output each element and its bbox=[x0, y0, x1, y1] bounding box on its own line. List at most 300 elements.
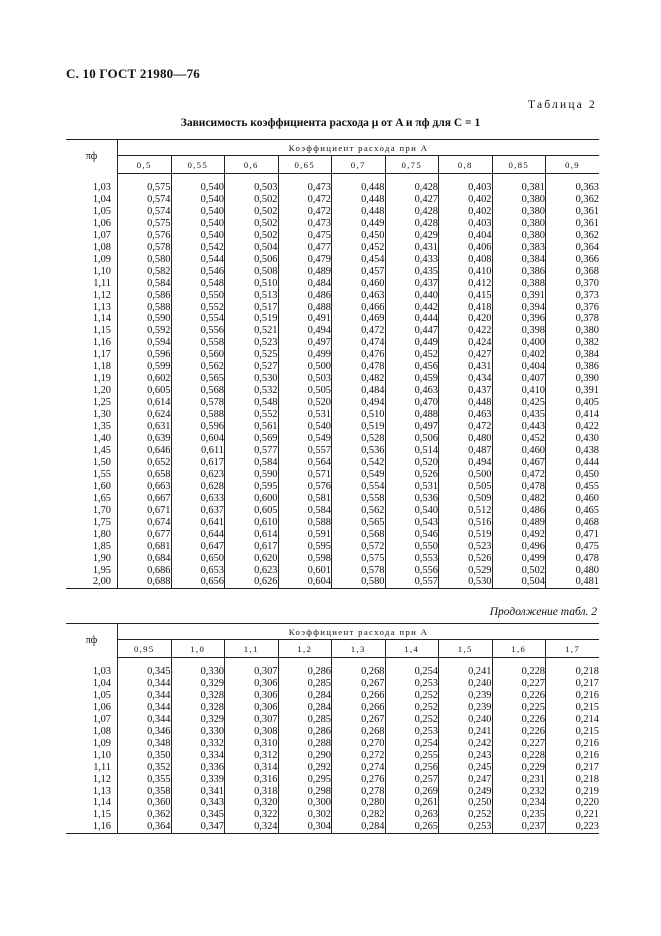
coefficient-cell: 0,298 bbox=[278, 786, 332, 798]
pi-value-cell: 1,60 bbox=[66, 481, 118, 493]
pi-value-cell: 1,12 bbox=[66, 774, 118, 786]
coefficient-cell: 0,402 bbox=[492, 349, 546, 361]
coefficient-cell: 0,549 bbox=[332, 469, 386, 481]
coefficient-cell: 0,425 bbox=[492, 397, 546, 409]
coefficient-cell: 0,396 bbox=[492, 313, 546, 325]
pi-value-cell: 1,07 bbox=[66, 714, 118, 726]
coefficient-cell: 0,373 bbox=[575, 289, 599, 301]
coefficient-cell: 0,406 bbox=[439, 242, 493, 254]
coefficient-cell: 0,646 bbox=[118, 445, 172, 457]
coefficient-cell: 0,463 bbox=[439, 409, 493, 421]
coefficient-cell: 0,403 bbox=[439, 218, 493, 230]
table-row bbox=[66, 481, 599, 493]
coefficient-cell: 0,472 bbox=[278, 194, 332, 206]
coefficient-cell: 0,531 bbox=[385, 481, 439, 493]
coefficient-cell: 0,306 bbox=[225, 690, 279, 702]
coefficient-cell: 0,221 bbox=[575, 809, 599, 821]
coefficient-cell: 0,434 bbox=[439, 373, 493, 385]
coefficient-cell: 0,577 bbox=[225, 445, 279, 457]
coefficient-cell: 0,318 bbox=[225, 786, 279, 798]
coefficient-cell: 0,360 bbox=[118, 797, 172, 809]
coefficient-cell: 0,459 bbox=[385, 373, 439, 385]
coefficient-cell: 0,575 bbox=[118, 182, 172, 194]
coefficient-cell: 0,488 bbox=[385, 409, 439, 421]
coefficient-cell: 0,398 bbox=[492, 325, 546, 337]
coefficient-cell: 0,286 bbox=[278, 726, 332, 738]
coefficient-cell: 0,428 bbox=[385, 206, 439, 218]
table-row bbox=[66, 445, 599, 457]
coefficient-cell: 0,267 bbox=[332, 714, 386, 726]
coefficient-cell: 0,430 bbox=[575, 433, 599, 445]
coefficient-cell: 0,295 bbox=[278, 774, 332, 786]
table-row bbox=[66, 493, 599, 505]
coefficient-cell: 0,605 bbox=[225, 505, 279, 517]
coefficient-cell: 0,348 bbox=[118, 738, 172, 750]
table-row bbox=[66, 302, 599, 314]
coefficient-cell: 0,452 bbox=[385, 349, 439, 361]
coefficient-cell: 0,427 bbox=[385, 194, 439, 206]
coefficient-cell: 0,292 bbox=[278, 762, 332, 774]
coefficient-cell: 0,631 bbox=[118, 421, 172, 433]
coefficient-cell: 0,272 bbox=[332, 750, 386, 762]
coefficient-cell: 0,215 bbox=[575, 701, 599, 713]
coefficient-cell: 0,245 bbox=[439, 762, 493, 774]
coefficient-cell: 0,386 bbox=[575, 361, 599, 373]
pi-value-cell: 1,04 bbox=[66, 678, 118, 690]
coefficient-cell: 0,250 bbox=[439, 797, 493, 809]
continuation-label: Продолжение табл. 2 bbox=[489, 606, 597, 618]
coefficient-cell: 0,499 bbox=[278, 349, 332, 361]
coefficient-cell: 0,223 bbox=[546, 821, 600, 833]
coefficient-cell: 0,617 bbox=[225, 541, 279, 553]
coefficient-cell: 0,284 bbox=[332, 821, 386, 833]
coefficient-cell: 0,520 bbox=[278, 397, 332, 409]
coefficient-cell: 0,530 bbox=[225, 373, 279, 385]
coefficient-cell: 0,546 bbox=[385, 529, 439, 541]
coefficient-cell: 0,347 bbox=[171, 821, 225, 833]
coefficient-cell: 0,300 bbox=[278, 797, 332, 809]
coefficient-cell: 0,478 bbox=[492, 481, 546, 493]
coefficient-cell: 0,478 bbox=[575, 552, 599, 564]
coefficient-cell: 0,380 bbox=[492, 218, 546, 230]
coefficient-cell: 0,350 bbox=[118, 750, 172, 762]
coefficient-cell: 0,361 bbox=[575, 205, 599, 217]
coefficient-cell: 0,336 bbox=[171, 762, 225, 774]
column-header: 0,85 bbox=[492, 156, 546, 174]
coefficient-cell: 0,681 bbox=[118, 541, 172, 553]
pi-value-cell: 1,06 bbox=[66, 218, 118, 230]
coefficient-cell: 0,391 bbox=[575, 385, 599, 397]
coefficient-cell: 0,440 bbox=[385, 290, 439, 302]
coefficient-cell: 0,500 bbox=[439, 469, 493, 481]
coefficient-cell: 0,540 bbox=[171, 182, 225, 194]
coefficient-cell: 0,544 bbox=[171, 254, 225, 266]
coefficient-cell: 0,472 bbox=[492, 469, 546, 481]
pi-value-cell: 1,06 bbox=[66, 702, 118, 714]
table-row bbox=[66, 433, 599, 445]
coefficient-cell: 0,628 bbox=[171, 481, 225, 493]
coefficient-cell: 0,540 bbox=[171, 218, 225, 230]
coefficient-cell: 0,452 bbox=[492, 433, 546, 445]
coefficient-cell: 0,492 bbox=[492, 529, 546, 541]
pi-value-cell: 1,05 bbox=[66, 206, 118, 218]
coefficient-cell: 0,584 bbox=[225, 457, 279, 469]
coefficient-cell: 0,494 bbox=[278, 325, 332, 337]
coefficient-cell: 0,502 bbox=[225, 206, 279, 218]
coefficient-cell: 0,381 bbox=[492, 182, 546, 194]
coefficient-cell: 0,578 bbox=[171, 397, 225, 409]
coefficient-cell: 0,506 bbox=[385, 433, 439, 445]
coefficient-cell: 0,611 bbox=[171, 445, 225, 457]
coefficient-cell: 0,268 bbox=[332, 666, 386, 678]
coefficient-cell: 0,456 bbox=[385, 361, 439, 373]
coefficient-cell: 0,433 bbox=[385, 254, 439, 266]
pi-value-cell: 1,04 bbox=[66, 194, 118, 206]
coefficient-cell: 0,558 bbox=[171, 337, 225, 349]
column-header: 0,8 bbox=[439, 156, 493, 174]
coefficient-cell: 0,557 bbox=[278, 445, 332, 457]
coefficient-cell: 0,274 bbox=[332, 762, 386, 774]
coefficient-cell: 0,484 bbox=[332, 385, 386, 397]
coefficient-cell: 0,362 bbox=[118, 809, 172, 821]
coefficient-cell: 0,564 bbox=[278, 457, 332, 469]
coefficient-cell: 0,252 bbox=[439, 809, 493, 821]
column-header: 0,75 bbox=[385, 156, 439, 174]
coefficient-cell: 0,448 bbox=[439, 397, 493, 409]
column-header: 1,3 bbox=[332, 640, 386, 658]
coefficient-cell: 0,536 bbox=[332, 445, 386, 457]
coefficient-cell: 0,386 bbox=[492, 266, 546, 278]
coefficient-cell: 0,241 bbox=[439, 666, 493, 678]
column-header: 0,9 bbox=[546, 156, 600, 174]
table-number: Таблица 2 bbox=[528, 99, 597, 111]
coefficient-cell: 0,403 bbox=[439, 182, 493, 194]
column-header: 0,5 bbox=[118, 156, 172, 174]
table-row bbox=[66, 218, 599, 230]
coefficient-cell: 0,442 bbox=[385, 302, 439, 314]
coefficient-cell: 0,361 bbox=[575, 217, 599, 229]
coefficient-cell: 0,560 bbox=[171, 349, 225, 361]
coefficient-cell: 0,448 bbox=[332, 206, 386, 218]
coefficient-cell: 0,314 bbox=[225, 762, 279, 774]
coefficient-cell: 0,601 bbox=[278, 565, 332, 577]
coefficient-cell: 0,562 bbox=[171, 361, 225, 373]
pi-value-cell: 1,50 bbox=[66, 457, 118, 469]
coefficient-cell: 0,284 bbox=[278, 690, 332, 702]
coefficient-cell: 0,391 bbox=[492, 290, 546, 302]
coefficient-cell: 0,344 bbox=[118, 678, 172, 690]
coefficient-cell: 0,639 bbox=[118, 433, 172, 445]
pi-value-cell: 1,15 bbox=[66, 325, 118, 337]
coefficient-cell: 0,410 bbox=[492, 385, 546, 397]
coefficient-cell: 0,404 bbox=[439, 230, 493, 242]
coefficient-cell: 0,574 bbox=[118, 206, 172, 218]
coefficient-cell: 0,225 bbox=[492, 702, 546, 714]
table-row bbox=[66, 206, 599, 218]
pi-value-cell: 1,05 bbox=[66, 690, 118, 702]
pi-value-cell: 1,90 bbox=[66, 553, 118, 565]
coefficient-cell: 0,394 bbox=[492, 302, 546, 314]
pi-value-cell: 1,07 bbox=[66, 230, 118, 242]
coefficient-cell: 0,663 bbox=[118, 481, 172, 493]
coefficient-cell: 0,582 bbox=[118, 266, 172, 278]
coefficient-cell: 0,330 bbox=[171, 726, 225, 738]
table-title: Зависимость коэффициента расхода μ от A и πф для C = 1 bbox=[180, 117, 481, 129]
coefficient-cell: 0,218 bbox=[575, 773, 599, 785]
coefficient-cell: 0,475 bbox=[575, 540, 599, 552]
coefficient-cell: 0,479 bbox=[278, 254, 332, 266]
pi-value-cell: 1,13 bbox=[66, 786, 118, 798]
coefficient-cell: 0,431 bbox=[439, 361, 493, 373]
pi-value-cell: 1,14 bbox=[66, 313, 118, 325]
coefficient-cell: 0,324 bbox=[225, 821, 279, 833]
coefficient-cell: 0,217 bbox=[575, 677, 599, 689]
coefficient-cell: 0,641 bbox=[171, 517, 225, 529]
coefficient-cell: 0,402 bbox=[439, 206, 493, 218]
coefficient-cell: 0,412 bbox=[439, 278, 493, 290]
coefficient-cell: 0,270 bbox=[332, 738, 386, 750]
pi-value-cell: 1,80 bbox=[66, 529, 118, 541]
column-header: 0,7 bbox=[332, 156, 386, 174]
coefficient-cell: 0,472 bbox=[332, 325, 386, 337]
coefficient-cell: 0,304 bbox=[278, 821, 332, 833]
coefficient-cell: 0,562 bbox=[332, 505, 386, 517]
coefficient-cell: 0,254 bbox=[385, 738, 439, 750]
coefficient-cell: 0,265 bbox=[385, 821, 439, 833]
coefficient-cell: 0,552 bbox=[225, 409, 279, 421]
coefficient-cell: 0,402 bbox=[439, 194, 493, 206]
table-row bbox=[66, 553, 599, 565]
table-row bbox=[66, 529, 599, 541]
coefficient-cell: 0,488 bbox=[278, 302, 332, 314]
coefficient-cell: 0,240 bbox=[439, 714, 493, 726]
coefficient-cell: 0,474 bbox=[332, 337, 386, 349]
table-row bbox=[66, 702, 599, 714]
coefficient-cell: 0,571 bbox=[278, 469, 332, 481]
coefficient-cell: 0,594 bbox=[118, 337, 172, 349]
coefficient-cell: 0,506 bbox=[225, 254, 279, 266]
coefficient-cell: 0,569 bbox=[225, 433, 279, 445]
coefficient-cell: 0,588 bbox=[118, 302, 172, 314]
coefficient-cell: 0,466 bbox=[332, 302, 386, 314]
pi-value-cell: 1,18 bbox=[66, 361, 118, 373]
coefficient-cell: 0,553 bbox=[385, 553, 439, 565]
coefficient-cell: 0,602 bbox=[118, 373, 172, 385]
coefficient-cell: 0,267 bbox=[332, 678, 386, 690]
coefficient-cell: 0,472 bbox=[278, 206, 332, 218]
column-header: 1,6 bbox=[492, 640, 546, 658]
column-header: 0,55 bbox=[171, 156, 225, 174]
table-row bbox=[66, 385, 599, 397]
coefficient-cell: 0,514 bbox=[385, 445, 439, 457]
coefficient-cell: 0,268 bbox=[332, 726, 386, 738]
coefficient-cell: 0,384 bbox=[492, 254, 546, 266]
coefficient-cell: 0,519 bbox=[225, 313, 279, 325]
coefficient-cell: 0,449 bbox=[332, 218, 386, 230]
coefficient-cell: 0,519 bbox=[332, 421, 386, 433]
coefficient-cell: 0,500 bbox=[278, 361, 332, 373]
coefficient-cell: 0,653 bbox=[171, 565, 225, 577]
coefficient-cell: 0,220 bbox=[575, 797, 599, 809]
coefficient-cell: 0,578 bbox=[332, 565, 386, 577]
coefficient-cell: 0,307 bbox=[225, 714, 279, 726]
pi-value-cell: 1,09 bbox=[66, 254, 118, 266]
pi-value-cell: 1,11 bbox=[66, 762, 118, 774]
coefficient-cell: 0,285 bbox=[278, 678, 332, 690]
coefficient-cell: 0,435 bbox=[492, 409, 546, 421]
coefficient-cell: 0,576 bbox=[278, 481, 332, 493]
coefficient-cell: 0,242 bbox=[439, 738, 493, 750]
coefficient-cell: 0,471 bbox=[575, 528, 599, 540]
coefficient-cell: 0,217 bbox=[575, 761, 599, 773]
coefficient-cell: 0,604 bbox=[278, 576, 332, 588]
coefficient-cell: 0,418 bbox=[439, 302, 493, 314]
coefficient-cell: 0,306 bbox=[225, 678, 279, 690]
coefficient-cell: 0,322 bbox=[225, 809, 279, 821]
table-row bbox=[66, 242, 599, 254]
coefficient-cell: 0,532 bbox=[225, 385, 279, 397]
coefficient-cell: 0,531 bbox=[278, 409, 332, 421]
coefficient-cell: 0,647 bbox=[171, 541, 225, 553]
coefficient-cell: 0,590 bbox=[118, 313, 172, 325]
coefficient-cell: 0,610 bbox=[225, 517, 279, 529]
coefficient-cell: 0,486 bbox=[492, 505, 546, 517]
coefficient-cell: 0,599 bbox=[118, 361, 172, 373]
coefficient-cell: 0,528 bbox=[332, 433, 386, 445]
coefficient-cell: 0,358 bbox=[118, 786, 172, 798]
coefficient-cell: 0,414 bbox=[575, 409, 599, 421]
coefficient-cell: 0,320 bbox=[225, 797, 279, 809]
coefficient-cell: 0,256 bbox=[385, 762, 439, 774]
table-row bbox=[66, 565, 599, 577]
coefficient-cell: 0,509 bbox=[439, 493, 493, 505]
coefficient-cell: 0,596 bbox=[118, 349, 172, 361]
coefficient-cell: 0,368 bbox=[575, 265, 599, 277]
table-row bbox=[66, 349, 599, 361]
coefficient-cell: 0,623 bbox=[225, 565, 279, 577]
coefficient-cell: 0,489 bbox=[278, 266, 332, 278]
coefficient-cell: 0,656 bbox=[171, 576, 225, 588]
coefficient-cell: 0,510 bbox=[332, 409, 386, 421]
coefficient-cell: 0,623 bbox=[171, 469, 225, 481]
pi-value-cell: 1,16 bbox=[66, 337, 118, 349]
coefficient-cell: 0,408 bbox=[439, 254, 493, 266]
coefficient-cell: 0,596 bbox=[171, 421, 225, 433]
coefficient-cell: 0,241 bbox=[439, 726, 493, 738]
coefficient-cell: 0,550 bbox=[385, 541, 439, 553]
coefficient-cell: 0,530 bbox=[439, 576, 493, 588]
coefficient-cell: 0,306 bbox=[225, 702, 279, 714]
coefficient-cell: 0,677 bbox=[118, 529, 172, 541]
coefficient-cell: 0,548 bbox=[171, 278, 225, 290]
coefficient-cell: 0,308 bbox=[225, 726, 279, 738]
coefficient-span-header: Коэффициент расхода при A bbox=[118, 140, 600, 156]
coefficient-cell: 0,226 bbox=[492, 726, 546, 738]
coefficient-cell: 0,502 bbox=[492, 565, 546, 577]
table-row bbox=[66, 690, 599, 702]
coefficient-cell: 0,239 bbox=[439, 690, 493, 702]
coefficient-cell: 0,671 bbox=[118, 505, 172, 517]
coefficient-cell: 0,364 bbox=[118, 821, 172, 833]
column-header: 1,0 bbox=[171, 640, 225, 658]
coefficient-cell: 0,450 bbox=[332, 230, 386, 242]
coefficient-cell: 0,586 bbox=[118, 290, 172, 302]
table-row bbox=[66, 230, 599, 242]
coefficient-cell: 0,688 bbox=[118, 576, 172, 588]
coefficient-cell: 0,285 bbox=[278, 714, 332, 726]
coefficient-cell: 0,226 bbox=[492, 690, 546, 702]
coefficient-cell: 0,284 bbox=[278, 702, 332, 714]
coefficient-cell: 0,584 bbox=[278, 505, 332, 517]
coefficient-cell: 0,383 bbox=[492, 242, 546, 254]
pi-value-cell: 1,14 bbox=[66, 797, 118, 809]
coefficient-cell: 0,310 bbox=[225, 738, 279, 750]
coefficient-cell: 0,252 bbox=[385, 714, 439, 726]
coefficient-cell: 0,232 bbox=[492, 786, 546, 798]
coefficient-cell: 0,574 bbox=[118, 194, 172, 206]
coefficient-cell: 0,540 bbox=[171, 206, 225, 218]
coefficient-cell: 0,592 bbox=[118, 325, 172, 337]
coefficient-cell: 0,684 bbox=[118, 553, 172, 565]
coefficient-cell: 0,330 bbox=[171, 666, 225, 678]
coefficient-cell: 0,503 bbox=[225, 182, 279, 194]
coefficient-cell: 0,504 bbox=[225, 242, 279, 254]
table-row bbox=[66, 290, 599, 302]
coefficient-cell: 0,499 bbox=[492, 553, 546, 565]
coefficient-cell: 0,519 bbox=[439, 529, 493, 541]
pi-value-cell: 1,09 bbox=[66, 738, 118, 750]
coefficient-cell: 0,465 bbox=[575, 504, 599, 516]
coefficient-cell: 0,249 bbox=[439, 786, 493, 798]
coefficient-cell: 0,390 bbox=[575, 373, 599, 385]
coefficient-cell: 0,491 bbox=[278, 313, 332, 325]
coefficient-cell: 0,578 bbox=[118, 242, 172, 254]
coefficient-cell: 0,536 bbox=[385, 493, 439, 505]
coefficient-cell: 0,422 bbox=[575, 421, 599, 433]
coefficient-cell: 0,410 bbox=[439, 266, 493, 278]
coefficient-cell: 0,565 bbox=[171, 373, 225, 385]
coefficient-table-1 bbox=[66, 139, 599, 589]
coefficient-cell: 0,422 bbox=[439, 325, 493, 337]
coefficient-cell: 0,482 bbox=[492, 493, 546, 505]
column-header: 0,95 bbox=[118, 640, 172, 658]
coefficient-cell: 0,216 bbox=[575, 737, 599, 749]
coefficient-cell: 0,226 bbox=[492, 714, 546, 726]
coefficient-cell: 0,588 bbox=[278, 517, 332, 529]
coefficient-cell: 0,380 bbox=[492, 206, 546, 218]
column-header: 1,1 bbox=[225, 640, 279, 658]
coefficient-cell: 0,362 bbox=[575, 193, 599, 205]
table-row bbox=[66, 313, 599, 325]
table-row bbox=[66, 750, 599, 762]
coefficient-cell: 0,472 bbox=[439, 421, 493, 433]
table-row bbox=[66, 738, 599, 750]
coefficient-cell: 0,667 bbox=[118, 493, 172, 505]
coefficient-cell: 0,540 bbox=[385, 505, 439, 517]
pi-value-cell: 1,35 bbox=[66, 421, 118, 433]
coefficient-cell: 0,489 bbox=[492, 517, 546, 529]
coefficient-cell: 0,473 bbox=[278, 218, 332, 230]
coefficient-cell: 0,588 bbox=[171, 409, 225, 421]
coefficient-cell: 0,595 bbox=[225, 481, 279, 493]
pi-value-cell: 1,11 bbox=[66, 278, 118, 290]
coefficient-cell: 0,443 bbox=[492, 421, 546, 433]
coefficient-cell: 0,502 bbox=[225, 230, 279, 242]
pi-value-cell: 1,16 bbox=[66, 821, 118, 833]
table-row bbox=[66, 576, 599, 588]
coefficient-cell: 0,247 bbox=[439, 774, 493, 786]
table-row bbox=[66, 786, 599, 798]
